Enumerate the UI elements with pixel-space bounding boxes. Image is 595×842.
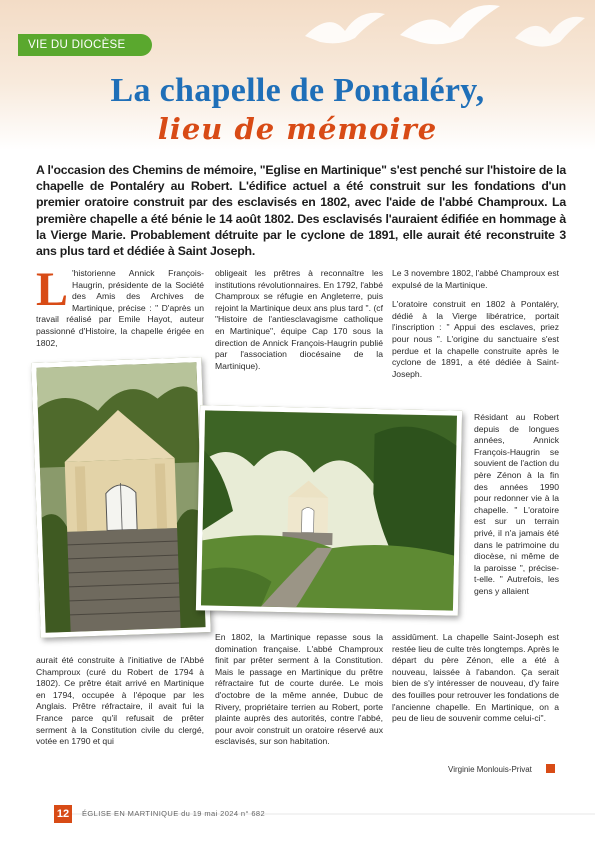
footer-publication: ÉGLISE EN MARTINIQUE du 19 mai 2024 n° 682 [82,809,266,818]
article-column-1-bottom [36,655,204,756]
dove-icon [300,6,390,56]
article-column-3-top [392,268,559,388]
lead-paragraph: A l'occasion des Chemins de mémoire, "Eglise en Martinique" s'est penché sur l'histoire de la chapelle de Pontaléry au Robert. L'édifice actuel a été construit sur les fondations d'un premier oratoire construit par des esclavisés en 1802, avec l'aide de l'abbé Champroux. La première chapelle a été bénie le 14 août 1802. Des esclavisés l'auraient édifiée en hommage à la Vierge Marie. Probablement détruite par le cyclone de 1891, elle aurait été reconstruite 3 ans plus tard et dédiée à Saint Joseph. [36,163,566,259]
chapel-photo-hillside [196,405,462,615]
col3-paragraph-3: Résidant au Robert depuis de longues années, Annick François-Haugrin se souvient de l'action du père Zénon à la fin des années 1990 pour redonner vie à la chapelle. " L'oratoire est sur un terrain privé, il n'a jamais été dans le patrimoine du diocèse, ni même de la paroisse ", précise-t-elle. " Autrefois, les gens y allaient [474,412,559,596]
article-column-3-bottom [392,632,559,733]
col1-bottom-text: aurait été construite à l'initiative de l'Abbé Champroux (curé du Robert de 1794 à 1802). Ce prêtre était arrivé en Martinique en 1794, occupée à l'époque par les Anglais. Prêtre réfractaire, il avait fui la France parce qu'il refusait de prêter serment à la Constitution civile du clergé, votée en 1790 et qui [36,655,204,747]
article-column-2-bottom [215,632,383,756]
col3-paragraph-2: L'oratoire construit en 1802 à Pontaléry, dédié à la Vierge libératrice, portait l'inscription : " Appui des esclaves, priez pour nous ". L'origine du sanctuaire s'est perdue et la chapelle construite après le cyclone de 1891, a été dédiée à Saint-Joseph. [392,299,559,379]
dove-icon [395,0,505,60]
article-column-1-top [36,263,204,349]
col3-paragraph-1: Le 3 novembre 1802, l'abbé Champroux est expulsé de la Martinique. [392,268,559,290]
page-number: 12 [54,805,72,823]
article-column-2-top [215,268,383,380]
dove-icon [510,8,590,63]
col2-bottom-text: En 1802, la Martinique repasse sous la domination française. L'abbé Champroux finit par prêter serment à la Constitution. Mais le passage en Martinique du prêtre réfractaire fut de courte durée. Le mois d'octobre de la même année, Dubuc de Rivery, propriétaire terrien au Robert, porte plainte auprès des autorités, contre l'abbé, pour avoir construit un oratoire réservé aux esclavisés, sur son habitation. [215,632,383,747]
end-mark [546,764,555,773]
page-title: La chapelle de Pontaléry, [110,72,485,109]
section-label: VIE DU DIOCÈSE [18,34,152,56]
col2-text: obligeait les prêtres à reconnaître les institutions révolutionnaires. En 1792, l'abbé Champroux se réfugie en Angleterre, puis rejoint la Martinique deux ans plus tard ". (cf "Histoire de l'antiesclavagisme catholique en Martinique", équipe Cap 170 sous la direction de Annick François-Haugrin publié par l'association diocésaine de la Martinique). [215,268,383,371]
dropcap-letter: L [36,263,69,316]
article-column-3-narrow [474,412,559,606]
chapel-photo-closeup [31,357,210,638]
author-signature: Virginie Monlouis-Privat [448,765,532,774]
col3-paragraph-4: assidûment. La chapelle Saint-Joseph est restée lieu de culte très longtemps. Après le départ du père Zénon, elle a été à nouveau, laissée à l'abandon. Ça serait bien de s'y intéresser de nouveau, d'y faire des fouilles pour retrouver les fondations de l'ancienne chapelle. En Martinique, on a peu de lieu de souvenir comme celui-ci". [392,632,559,724]
page-subtitle: lieu de mémoire [157,112,438,146]
col1-text: 'historienne Annick François-Haugrin, présidente de la Société des Amis des Archives de Martinique, précise : " D'après un travail réalisé par Emile Hayot, auteur passionné d'Histoire, la chapelle érigée en 1802, [36,268,204,348]
